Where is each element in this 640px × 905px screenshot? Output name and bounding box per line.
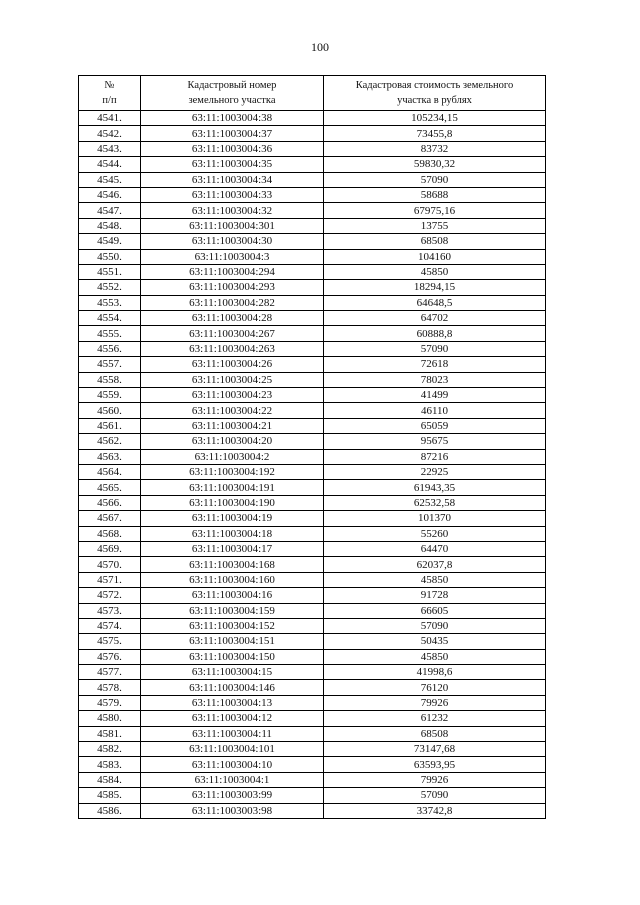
cadastral-value-cell: 57090 [324,172,546,187]
table-row [79,711,546,726]
cadastral-value-cell: 64702 [324,311,546,326]
cadastral-value-cell: 45850 [324,572,546,587]
row-number-cell: 4557. [79,357,141,372]
row-number-cell: 4555. [79,326,141,341]
cadastral-value-cell: 62037,8 [324,557,546,572]
row-number-cell: 4565. [79,480,141,495]
cadastral-number-cell: 63:11:1003004:10 [141,757,324,772]
cadastral-number-cell: 63:11:1003004:34 [141,172,324,187]
cadastral-number-cell: 63:11:1003004:11 [141,726,324,741]
table-row [79,141,546,156]
row-number-cell: 4560. [79,403,141,418]
cadastral-value-cell: 13755 [324,218,546,233]
row-number-cell: 4586. [79,803,141,818]
table-row [79,680,546,695]
table-row [79,449,546,464]
cadastral-value-cell: 33742,8 [324,803,546,818]
header-value-line1: Кадастровая стоимость земельного [355,80,514,91]
cadastral-value-cell: 72618 [324,357,546,372]
table-row [79,772,546,787]
cadastral-value-cell: 57090 [324,788,546,803]
row-number-cell: 4559. [79,388,141,403]
row-number-cell: 4558. [79,372,141,387]
table-row [79,557,546,572]
cadastral-value-cell: 67975,16 [324,203,546,218]
cadastral-number-cell: 63:11:1003004:267 [141,326,324,341]
header-number-line2: п/п [102,95,117,106]
table-row [79,172,546,187]
table-row [79,234,546,249]
table-row [79,341,546,356]
cadastral-value-cell: 45850 [324,649,546,664]
table-row [79,311,546,326]
table-row [79,111,546,126]
cadastral-value-cell: 58688 [324,187,546,202]
cadastral-number-cell: 63:11:1003004:33 [141,187,324,202]
row-number-cell: 4548. [79,218,141,233]
table-row [79,603,546,618]
cadastral-number-cell: 63:11:1003004:192 [141,464,324,479]
cadastral-value-cell: 66605 [324,603,546,618]
row-number-cell: 4561. [79,418,141,433]
cadastral-number-cell: 63:11:1003004:22 [141,403,324,418]
row-number-cell: 4546. [79,187,141,202]
cadastral-value-cell: 46110 [324,403,546,418]
table-row [79,264,546,279]
cadastral-value-cell: 50435 [324,634,546,649]
cadastral-value-cell: 64470 [324,541,546,556]
cadastral-number-cell: 63:11:1003004:30 [141,234,324,249]
column-header-number [79,76,141,111]
header-value-line2: участка в рублях [397,95,472,106]
row-number-cell: 4577. [79,665,141,680]
row-number-cell: 4566. [79,495,141,510]
row-number-cell: 4547. [79,203,141,218]
row-number-cell: 4568. [79,526,141,541]
cadastral-value-cell: 105234,15 [324,111,546,126]
cadastral-number-cell: 63:11:1003004:263 [141,341,324,356]
page-number: 100 [311,40,329,54]
cadastral-number-cell: 63:11:1003004:12 [141,711,324,726]
table-row [79,788,546,803]
cadastral-number-cell: 63:11:1003004:2 [141,449,324,464]
cadastral-number-cell: 63:11:1003004:25 [141,372,324,387]
table-row [79,634,546,649]
row-number-cell: 4545. [79,172,141,187]
table-row [79,418,546,433]
table-row [79,588,546,603]
row-number-cell: 4579. [79,695,141,710]
row-number-cell: 4580. [79,711,141,726]
cadastral-number-cell: 63:11:1003004:17 [141,541,324,556]
cadastral-value-cell: 60888,8 [324,326,546,341]
column-header-cadastral-value [324,76,546,111]
cadastral-number-cell: 63:11:1003003:98 [141,803,324,818]
cadastral-value-cell: 62532,58 [324,495,546,510]
table-row [79,757,546,772]
table-row [79,665,546,680]
cadastral-value-cell: 57090 [324,341,546,356]
row-number-cell: 4578. [79,680,141,695]
row-number-cell: 4541. [79,111,141,126]
table-header-row [79,76,546,111]
cadastral-number-cell: 63:11:1003004:28 [141,311,324,326]
table-row [79,803,546,818]
cadastral-value-cell: 57090 [324,618,546,633]
cadastral-value-cell: 68508 [324,234,546,249]
cadastral-value-cell: 59830,32 [324,157,546,172]
row-number-cell: 4552. [79,280,141,295]
table-row [79,495,546,510]
cadastral-number-cell: 63:11:1003004:294 [141,264,324,279]
cadastral-number-cell: 63:11:1003004:3 [141,249,324,264]
row-number-cell: 4581. [79,726,141,741]
header-cadastral-line1: Кадастровый номер [187,80,277,91]
table-row [79,357,546,372]
table-row [79,526,546,541]
table-row [79,511,546,526]
column-header-cadastral-number [141,76,324,111]
cadastral-number-cell: 63:11:1003004:293 [141,280,324,295]
cadastral-number-cell: 63:11:1003004:101 [141,742,324,757]
row-number-cell: 4549. [79,234,141,249]
table-row [79,726,546,741]
row-number-cell: 4572. [79,588,141,603]
row-number-cell: 4574. [79,618,141,633]
cadastral-value-cell: 87216 [324,449,546,464]
table-row [79,280,546,295]
cadastral-number-cell: 63:11:1003004:159 [141,603,324,618]
row-number-cell: 4554. [79,311,141,326]
table-body [79,111,546,819]
row-number-cell: 4567. [79,511,141,526]
cadastral-value-cell: 73455,8 [324,126,546,141]
cadastral-value-cell: 101370 [324,511,546,526]
cadastral-number-cell: 63:11:1003004:18 [141,526,324,541]
row-number-cell: 4542. [79,126,141,141]
table-row [79,295,546,310]
row-number-cell: 4551. [79,264,141,279]
cadastral-value-cell: 18294,15 [324,280,546,295]
row-number-cell: 4576. [79,649,141,664]
cadastral-number-cell: 63:11:1003004:23 [141,388,324,403]
cadastral-number-cell: 63:11:1003004:32 [141,203,324,218]
table-row [79,126,546,141]
table-row [79,649,546,664]
cadastral-number-cell: 63:11:1003004:16 [141,588,324,603]
table-row [79,187,546,202]
cadastral-value-cell: 83732 [324,141,546,156]
cadastral-number-cell: 63:11:1003003:99 [141,788,324,803]
cadastral-number-cell: 63:11:1003004:21 [141,418,324,433]
cadastral-value-cell: 104160 [324,249,546,264]
table-row [79,434,546,449]
cadastral-value-cell: 45850 [324,264,546,279]
table-row [79,157,546,172]
table-row [79,403,546,418]
cadastral-value-cell: 61943,35 [324,480,546,495]
cadastral-number-cell: 63:11:1003004:36 [141,141,324,156]
row-number-cell: 4569. [79,541,141,556]
cadastral-number-cell: 63:11:1003004:160 [141,572,324,587]
cadastral-value-cell: 79926 [324,772,546,787]
row-number-cell: 4563. [79,449,141,464]
cadastral-value-cell: 64648,5 [324,295,546,310]
cadastral-value-cell: 73147,68 [324,742,546,757]
table-row [79,218,546,233]
cadastral-number-cell: 63:11:1003004:1 [141,772,324,787]
cadastral-number-cell: 63:11:1003004:26 [141,357,324,372]
cadastral-number-cell: 63:11:1003004:150 [141,649,324,664]
table-row [79,464,546,479]
row-number-cell: 4585. [79,788,141,803]
row-number-cell: 4573. [79,603,141,618]
cadastral-number-cell: 63:11:1003004:301 [141,218,324,233]
row-number-cell: 4562. [79,434,141,449]
cadastral-number-cell: 63:11:1003004:282 [141,295,324,310]
cadastral-number-cell: 63:11:1003004:151 [141,634,324,649]
cadastral-value-cell: 61232 [324,711,546,726]
row-number-cell: 4543. [79,141,141,156]
table-row [79,388,546,403]
table-row [79,541,546,556]
table-row [79,203,546,218]
table-row [79,572,546,587]
cadastral-number-cell: 63:11:1003004:190 [141,495,324,510]
cadastral-value-cell: 78023 [324,372,546,387]
table-row [79,326,546,341]
cadastral-number-cell: 63:11:1003004:19 [141,511,324,526]
cadastral-value-cell: 22925 [324,464,546,479]
table-row [79,695,546,710]
table-row [79,618,546,633]
table-row [79,372,546,387]
cadastral-number-cell: 63:11:1003004:168 [141,557,324,572]
row-number-cell: 4544. [79,157,141,172]
cadastral-value-cell: 55260 [324,526,546,541]
cadastral-number-cell: 63:11:1003004:146 [141,680,324,695]
cadastral-value-cell: 76120 [324,680,546,695]
row-number-cell: 4556. [79,341,141,356]
cadastral-value-cell: 63593,95 [324,757,546,772]
cadastral-value-cell: 95675 [324,434,546,449]
cadastral-number-cell: 63:11:1003004:37 [141,126,324,141]
table-row [79,249,546,264]
cadastral-value-cell: 68508 [324,726,546,741]
row-number-cell: 4550. [79,249,141,264]
row-number-cell: 4571. [79,572,141,587]
cadastral-number-cell: 63:11:1003004:152 [141,618,324,633]
cadastral-value-cell: 79926 [324,695,546,710]
header-cadastral-line2: земельного участка [188,95,276,106]
cadastral-value-table [78,75,546,819]
cadastral-value-cell: 91728 [324,588,546,603]
table-row [79,480,546,495]
cadastral-number-cell: 63:11:1003004:38 [141,111,324,126]
row-number-cell: 4584. [79,772,141,787]
cadastral-value-cell: 41499 [324,388,546,403]
cadastral-value-cell: 41998,6 [324,665,546,680]
header-number-line1: № [104,80,115,91]
row-number-cell: 4575. [79,634,141,649]
row-number-cell: 4564. [79,464,141,479]
row-number-cell: 4553. [79,295,141,310]
cadastral-number-cell: 63:11:1003004:13 [141,695,324,710]
cadastral-number-cell: 63:11:1003004:191 [141,480,324,495]
cadastral-number-cell: 63:11:1003004:35 [141,157,324,172]
row-number-cell: 4570. [79,557,141,572]
row-number-cell: 4582. [79,742,141,757]
cadastral-value-cell: 65059 [324,418,546,433]
cadastral-number-cell: 63:11:1003004:15 [141,665,324,680]
cadastral-number-cell: 63:11:1003004:20 [141,434,324,449]
row-number-cell: 4583. [79,757,141,772]
table-row [79,742,546,757]
